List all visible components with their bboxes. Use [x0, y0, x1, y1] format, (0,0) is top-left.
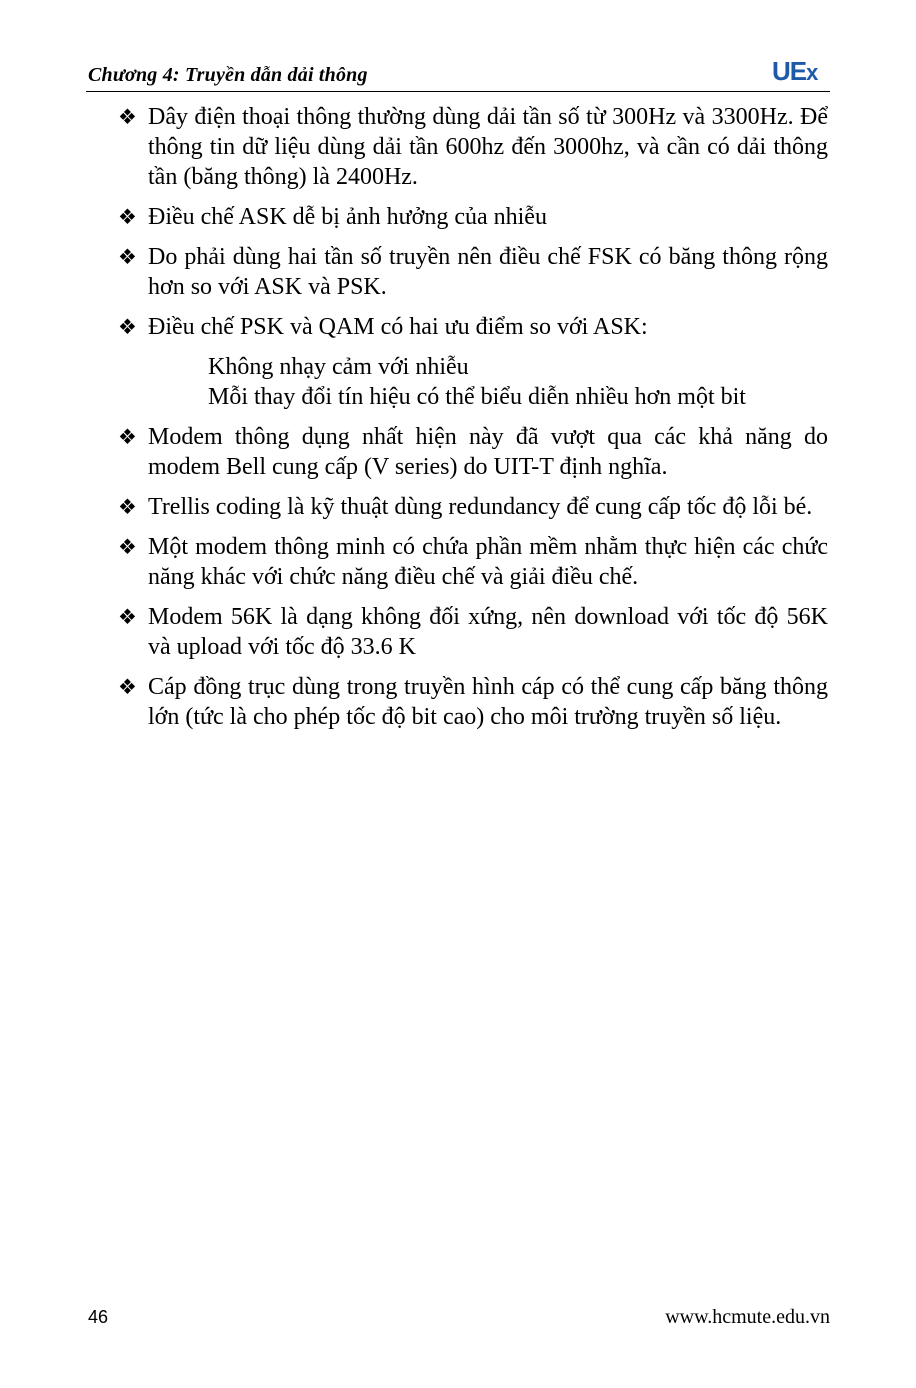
list-item	[118, 532, 828, 592]
chapter-title: Chương 4: Truyền dẫn dải thông	[88, 64, 368, 86]
uex-logo	[772, 56, 817, 87]
diamond-bullet-icon: ❖	[118, 495, 137, 519]
list-item	[118, 602, 828, 662]
bullet-list	[118, 102, 828, 742]
page-number: 46	[88, 1307, 109, 1327]
header-divider	[86, 91, 830, 92]
sub-item: Không nhạy cảm với nhiễu	[208, 354, 469, 380]
list-item	[118, 312, 828, 342]
sub-item: Mỗi thay đổi tín hiệu có thể biểu diễn nhiều hơn một bit	[208, 384, 746, 410]
list-item-text: Dây điện thoại thông thường dùng dải tần số từ 300Hz và 3300Hz. Để thông tin dữ liệu dùng dải tần 600hz đến 3000hz, và cần có dải thông tần (băng thông) là 2400Hz.	[148, 104, 828, 190]
list-item-text: Modem 56K là dạng không đối xứng, nên download với tốc độ 56K và upload với tốc độ 33.6 K	[148, 604, 828, 660]
list-item	[118, 102, 828, 192]
diamond-bullet-icon: ❖	[118, 675, 137, 699]
diamond-bullet-icon: ❖	[118, 105, 137, 129]
list-item-text: Do phải dùng hai tần số truyền nên điều chế FSK có băng thông rộng hơn so với ASK và PSK.	[148, 244, 828, 300]
list-item-text: Trellis coding là kỹ thuật dùng redundancy để cung cấp tốc độ lỗi bé.	[148, 494, 813, 520]
diamond-bullet-icon: ❖	[118, 535, 137, 559]
list-item-text: Điều chế PSK và QAM có hai ưu điểm so với ASK:	[148, 314, 648, 340]
list-item	[118, 242, 828, 302]
list-item	[118, 672, 828, 732]
list-item-text: Một modem thông minh có chứa phần mềm nhằm thực hiện các chức năng khác với chức năng điều chế và giải điều chế.	[148, 534, 828, 590]
list-item-text: Cáp đồng trục dùng trong truyền hình cáp có thể cung cấp băng thông lớn (tức là cho phép tốc độ bit cao) cho môi trường truyền số liệu.	[148, 674, 828, 730]
diamond-bullet-icon: ❖	[118, 315, 137, 339]
diamond-bullet-icon: ❖	[118, 425, 137, 449]
list-item-text: Điều chế ASK dễ bị ảnh hưởng của nhiễu	[148, 204, 547, 230]
logo-main: UE	[772, 56, 807, 86]
diamond-bullet-icon: ❖	[118, 605, 137, 629]
list-item	[118, 202, 828, 232]
diamond-bullet-icon: ❖	[118, 245, 137, 269]
list-item	[118, 422, 828, 482]
logo-suffix: x	[806, 60, 818, 85]
list-item	[118, 492, 828, 522]
list-item-text: Modem thông dụng nhất hiện này đã vượt qua các khả năng do modem Bell cung cấp (V series) do UIT-T định nghĩa.	[148, 424, 828, 480]
diamond-bullet-icon: ❖	[118, 205, 137, 229]
website-url: www.hcmute.edu.vn	[665, 1306, 830, 1328]
